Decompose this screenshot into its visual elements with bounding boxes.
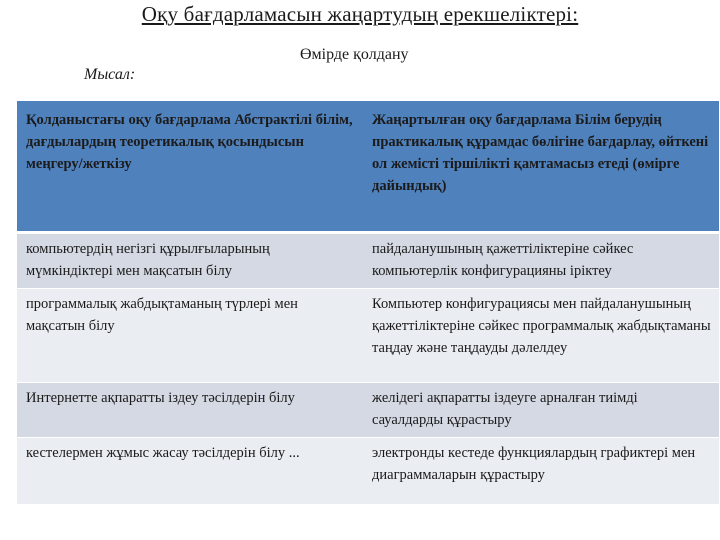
table-cell-current: компьютердің негізгі құрылғыларының мүмкіндіктері мен мақсатын білу: [17, 232, 363, 288]
table-cell-current: программалық жабдықтаманың түрлері мен мақсатын білу: [17, 288, 363, 382]
table-header-row: [17, 101, 719, 232]
table-row: [17, 288, 719, 382]
header-updated-curriculum: Жаңартылған оқу бағдарлама Білім берудің практикалық құрамдас бөлігіне бағдарлау, өйткені ол жемісті тіршілікті қамтамасыз етеді (өмірге дайындық): [363, 101, 719, 232]
table-row: [17, 232, 719, 288]
comparison-table: [17, 101, 719, 504]
slide-title: Оқу бағдарламасын жаңартудың ерекшеліктері:: [141, 2, 579, 26]
header-current-curriculum: Қолданыстағы оқу бағдарлама Абстрактілі білім, дағдылардың теоретикалық қосындысын меңгеру/жеткізу: [17, 101, 363, 232]
slide-subtitle: Өмірде қолдану: [300, 46, 409, 63]
table-cell-updated: пайдаланушының қажеттіліктеріне сәйкес компьютерлік конфигурацияны іріктеу: [363, 232, 719, 288]
table-cell-updated: желідегі ақпаратты іздеуге арналған тиімді сауалдарды құрастыру: [363, 382, 719, 437]
table-row: [17, 437, 719, 504]
table-cell-updated: Компьютер конфигурациясы мен пайдаланушының қажеттіліктеріне сәйкес программалық жабдықтаманы таңдау және таңдауды дәлелдеу: [363, 288, 719, 382]
table-cell-updated: электронды кестеде функциялардың графиктері мен диаграммаларын құрастыру: [363, 437, 719, 504]
example-label: Мысал:: [84, 66, 136, 83]
table-cell-current: кестелермен жұмыс жасау тәсілдерін білу ...: [17, 437, 363, 504]
table-cell-current: Интернетте ақпаратты іздеу тәсілдерін білу: [17, 382, 363, 437]
table-row: [17, 382, 719, 437]
